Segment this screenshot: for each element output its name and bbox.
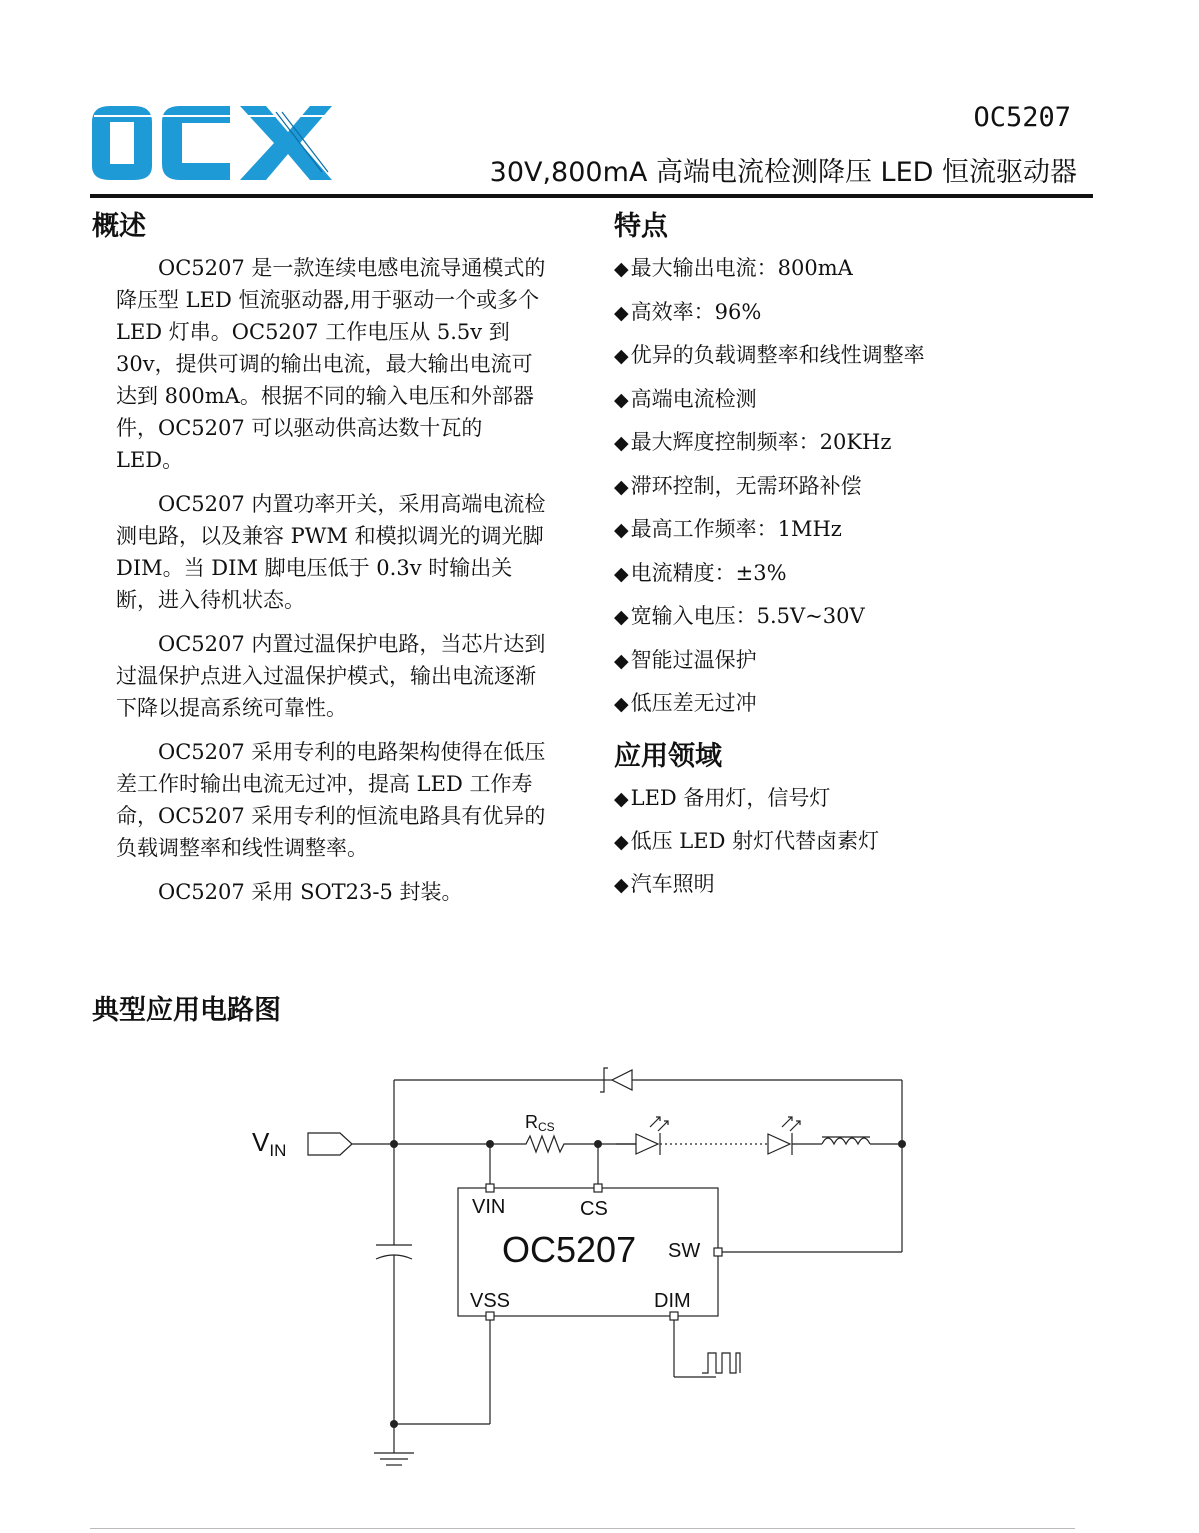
pin-vss-label: VSS (470, 1290, 511, 1312)
pin-sw-label: SW (668, 1240, 701, 1262)
application-item: ◆LED 备用灯，信号灯 (614, 786, 831, 810)
feature-item: ◆高效率：96% (614, 299, 762, 324)
feature-item: ◆低压差无过冲 (614, 691, 757, 715)
diamond-bullet-icon: ◆ (614, 345, 629, 367)
applications-title: 应用领域 (614, 741, 722, 772)
diamond-bullet-icon: ◆ (614, 562, 629, 585)
diamond-bullet-icon: ◆ (614, 432, 629, 454)
pin-dim-pad (670, 1312, 678, 1320)
overview-paragraph: OC5207 采用专利的电路架构使得在低压差工作时输出电流无过冲，提高 LED 工作寿命，OC5207 采用专利的恒流电路具有优异的负载调整率和线性调整率。 (116, 740, 546, 860)
part-number: OC5207 (973, 102, 1071, 133)
vin-connector-icon (308, 1133, 352, 1155)
pwm-pulse-icon (702, 1353, 740, 1373)
pin-vss-pad (486, 1312, 494, 1320)
feature-item: ◆滞环控制，无需环路补偿 (614, 473, 862, 498)
feature-item: ◆最大辉度控制频率：20KHz (614, 430, 892, 454)
pin-cs-pad (594, 1184, 602, 1192)
rcs-label: RCS (525, 1112, 555, 1134)
diamond-bullet-icon: ◆ (614, 788, 629, 810)
footer-divider (90, 1528, 1075, 1529)
pin-vin-pad (486, 1184, 494, 1192)
feature-item: ◆智能过温保护 (614, 647, 757, 672)
pin-vin-label: VIN (472, 1196, 506, 1218)
document-subtitle: 30V,800mA 高端电流检测降压 LED 恒流驱动器 (489, 157, 1077, 188)
diamond-bullet-icon: ◆ (614, 606, 629, 628)
pin-cs-label: CS (580, 1198, 608, 1220)
overview-paragraph: OC5207 是一款连续电感电流导通模式的降压型 LED 恒流驱动器,用于驱动一个或多个 LED 灯串。OC5207 工作电压从 5.5v 到 30v，提供可调的输出电流，最大输出电流可达到 800mA。根据不同的输入电压和外部器件，OC5207 可以驱动供高达数十瓦的 LED。 (116, 256, 546, 472)
features-title: 特点 (614, 211, 668, 242)
typical-application-circuit (240, 1055, 960, 1485)
overview-title: 概述 (92, 211, 146, 242)
vin-label: VIN (252, 1127, 287, 1160)
diamond-bullet-icon: ◆ (614, 301, 629, 324)
feature-item: ◆宽输入电压：5.5V~30V (614, 604, 865, 628)
ground-icon (374, 1453, 414, 1465)
diamond-bullet-icon: ◆ (614, 649, 629, 672)
feature-item: ◆电流精度：±3% (614, 560, 787, 585)
feature-item: ◆高端电流检测 (614, 386, 757, 411)
led-icon (636, 1117, 668, 1155)
circuit-title: 典型应用电路图 (92, 995, 281, 1026)
diamond-bullet-icon: ◆ (614, 874, 629, 896)
diamond-bullet-icon: ◆ (614, 693, 629, 715)
overview-paragraph: OC5207 采用 SOT23-5 封装。 (158, 880, 463, 904)
junction-dot (390, 1140, 398, 1148)
application-item: ◆汽车照明 (614, 872, 715, 896)
overview-paragraph: OC5207 内置过温保护电路，当芯片达到过温保护点进入过温保护模式，输出电流逐渐下降以提高系统可靠性。 (116, 632, 546, 720)
overview-paragraph: OC5207 内置功率开关，采用高端电流检测电路，以及兼容 PWM 和模拟调光的调光脚 DIM。当 DIM 脚电压低于 0.3v 时输出关断，进入待机状态。 (116, 492, 546, 612)
header-divider (90, 194, 1093, 198)
application-item: ◆低压 LED 射灯代替卤素灯 (614, 829, 880, 853)
inductor-icon (822, 1138, 870, 1144)
pin-dim-label: DIM (654, 1290, 691, 1312)
feature-item: ◆最高工作频率：1MHz (614, 517, 842, 541)
ocx-logo (90, 96, 335, 182)
junction-dot (390, 1420, 398, 1428)
diamond-bullet-icon: ◆ (614, 475, 629, 498)
schottky-diode-icon (600, 1068, 636, 1092)
chip-name: OC5207 (502, 1229, 637, 1270)
junction-dot (594, 1140, 602, 1148)
feature-item: ◆最大输出电流：800mA (614, 256, 853, 280)
overview-text (116, 252, 552, 920)
applications-list (614, 782, 1084, 911)
rcs-resistor-icon (494, 1136, 600, 1152)
pin-sw-pad (714, 1248, 722, 1256)
led-icon (768, 1117, 800, 1155)
diamond-bullet-icon: ◆ (614, 258, 629, 280)
features-list (614, 252, 1084, 731)
diamond-bullet-icon: ◆ (614, 831, 629, 853)
junction-dot (898, 1140, 906, 1148)
diamond-bullet-icon: ◆ (614, 388, 629, 411)
diamond-bullet-icon: ◆ (614, 519, 629, 541)
feature-item: ◆优异的负载调整率和线性调整率 (614, 343, 925, 367)
junction-dot (486, 1140, 494, 1148)
